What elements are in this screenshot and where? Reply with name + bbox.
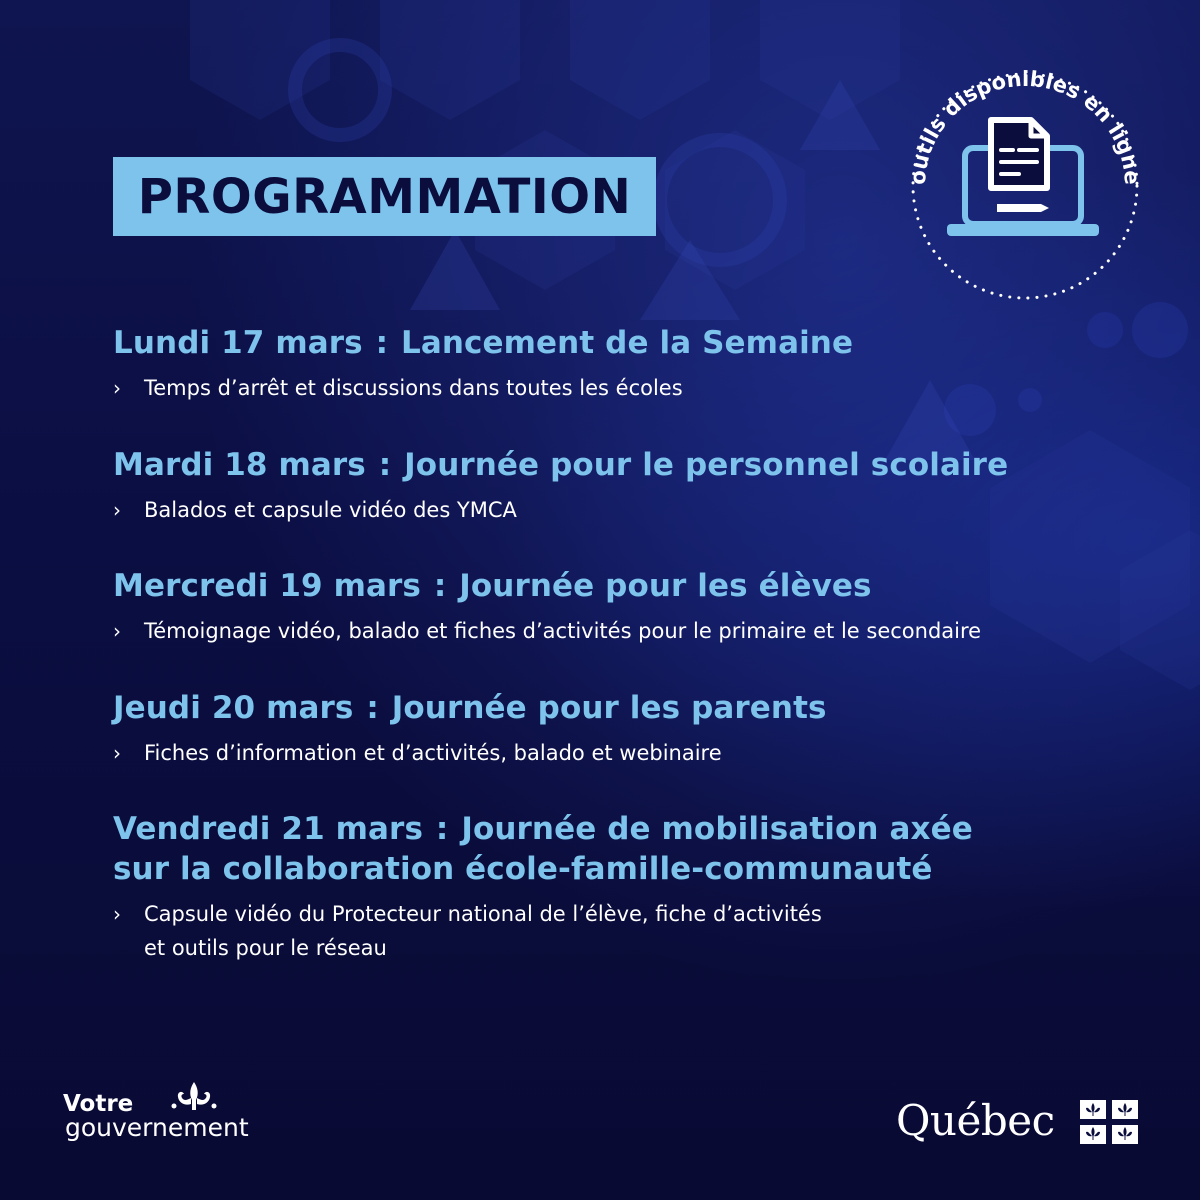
bullet-icon: › <box>113 741 121 765</box>
bullet-icon: › <box>113 902 121 926</box>
day-heading: Vendredi 21 mars : Journée de mobilisation axée sur la collaboration école-famille-communauté <box>113 811 973 887</box>
quebec-logo <box>896 1094 1146 1150</box>
day-heading: Mardi 18 mars : Journée pour le personnel scolaire <box>113 447 1009 483</box>
logo-line-gouvernement: gouvernement <box>65 1113 249 1142</box>
votre-gouvernement-logo <box>63 1090 293 1150</box>
bullet-icon: › <box>113 376 121 400</box>
page-title: PROGRAMMATION <box>137 168 632 225</box>
day-tuesday <box>113 445 1113 527</box>
title-box <box>113 157 656 236</box>
list-item <box>113 371 1113 405</box>
bullet-icon: › <box>113 498 121 522</box>
item-text: Capsule vidéo du Protecteur national de l’élève, fiche d’activités et outils pour le réseau <box>144 902 822 960</box>
day-heading: Mercredi 19 mars : Journée pour les élèves <box>113 568 872 604</box>
day-heading: Lundi 17 mars : Lancement de la Semaine <box>113 325 854 361</box>
item-text: Témoignage vidéo, balado et fiches d’activités pour le primaire et le secondaire <box>144 619 982 643</box>
list-item <box>113 493 1113 527</box>
laptop-document-icon <box>947 120 1099 236</box>
day-thursday <box>113 688 1113 770</box>
day-friday <box>113 809 1113 965</box>
item-text: Balados et capsule vidéo des YMCA <box>144 498 517 522</box>
list-item <box>113 736 1113 770</box>
day-monday <box>113 323 1113 405</box>
list-item <box>113 897 1113 965</box>
bullet-icon: › <box>113 619 121 643</box>
logo-line-votre: Votre <box>63 1091 134 1117</box>
online-tools-badge <box>895 48 1155 308</box>
quebec-wordmark: Québec <box>896 1096 1055 1145</box>
day-heading: Jeudi 20 mars : Journée pour les parents <box>113 690 827 726</box>
list-item <box>113 614 1113 648</box>
fleur-de-lis-icon <box>171 1080 217 1118</box>
item-text: Fiches d’information et d’activités, balado et webinaire <box>144 741 722 765</box>
quebec-flag-icon <box>1080 1100 1138 1144</box>
item-text: Temps d’arrêt et discussions dans toutes les écoles <box>144 376 683 400</box>
badge-text: outils disponibles en ligne <box>905 66 1145 186</box>
day-wednesday <box>113 566 1113 648</box>
